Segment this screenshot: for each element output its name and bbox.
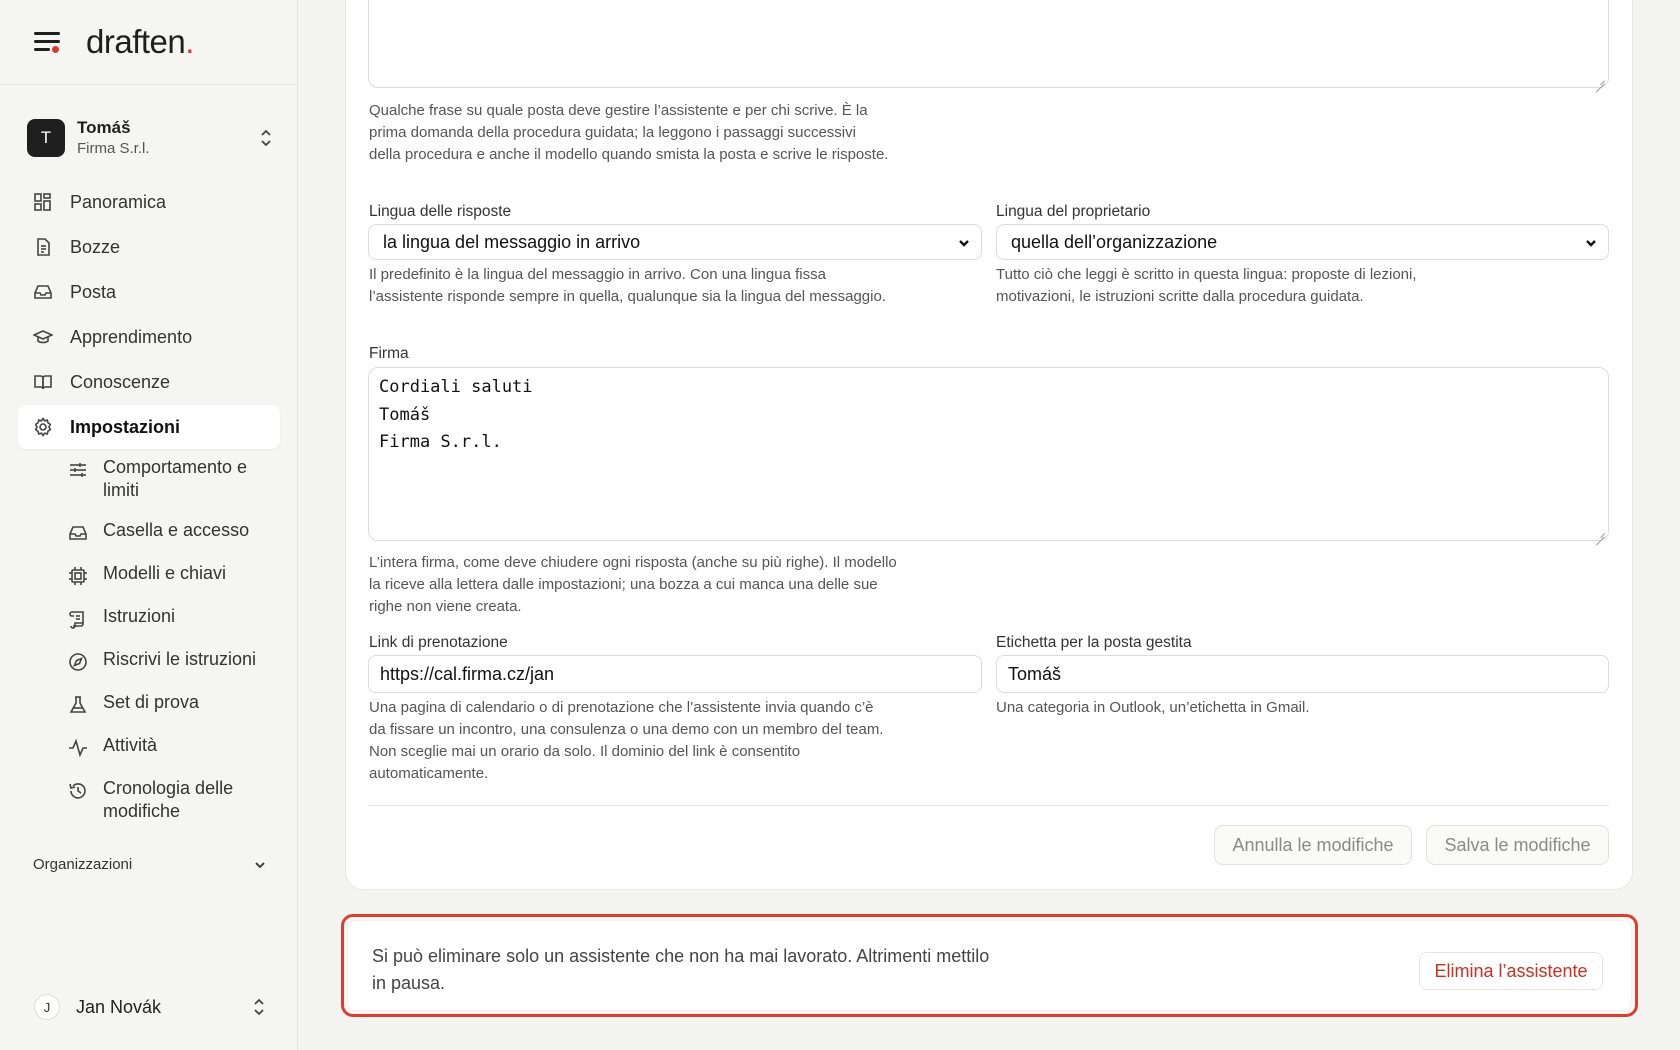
reply-language-value: la lingua del messaggio in arrivo (383, 231, 641, 252)
account-avatar: T (27, 119, 65, 157)
signature-line: Cordiali saluti (379, 377, 533, 397)
organizations-toggle[interactable] (33, 856, 267, 873)
reply-language-select[interactable] (368, 224, 982, 260)
handled-label-input[interactable] (996, 655, 1609, 693)
description-help: Qualche frase su quale posta deve gestire l’assistente e per chi scrive. È la prima domanda della procedura guidata; la leggono i passaggi successivi della procedura e anche il modello quando smista la posta e scrive le risposte. (369, 102, 889, 163)
nav-item-bozze[interactable] (18, 225, 280, 269)
sliders-icon (68, 460, 88, 480)
nav-item-posta[interactable] (18, 270, 280, 314)
main-nav (18, 180, 280, 450)
divider (368, 805, 1609, 806)
handled-label-help: Una categoria in Outlook, un’etichetta in Gmail. (996, 699, 1310, 716)
signature-label: Firma (369, 345, 409, 362)
description-textarea[interactable] (368, 0, 1609, 88)
subnav-item-label: Istruzioni (103, 606, 176, 626)
subnav-item-cronologia[interactable] (68, 777, 282, 833)
chevron-down-icon (957, 236, 971, 250)
danger-zone-text: Si può eliminare solo un assistente che non ha mai lavorato. Altrimenti mettilo in pausa. (372, 946, 990, 993)
brand-logo[interactable]: draften. (86, 23, 194, 60)
chevron-down-icon (1584, 236, 1598, 250)
danger-zone-panel (348, 921, 1631, 1010)
user-name: Jan Novák (76, 996, 162, 1017)
book-icon (33, 372, 53, 392)
subnav-item-label: Casella e accesso (103, 520, 250, 540)
nav-item-label: Impostazioni (70, 416, 181, 437)
subnav-item-label: Modelli e chiavi (103, 563, 227, 583)
account-name: Tomáš (77, 118, 131, 137)
user-avatar: J (34, 994, 60, 1020)
danger-zone (341, 914, 1638, 1017)
menu-icon[interactable] (34, 32, 60, 52)
subnav-item-modelli[interactable] (68, 562, 282, 605)
resize-grip[interactable] (1596, 528, 1605, 537)
resize-grip[interactable] (1596, 75, 1605, 84)
subnav-item-label: Attività (103, 735, 158, 755)
nav-item-impostazioni[interactable] (18, 405, 280, 449)
inbox-icon (68, 523, 88, 543)
chip-icon (68, 566, 88, 586)
nav-item-label: Conoscenze (70, 371, 171, 392)
signature-line: Tomáš (379, 404, 431, 425)
booking-link-input[interactable] (368, 655, 982, 693)
sidebar (0, 0, 298, 1050)
subnav-item-label: Riscrivi le istruzioni (103, 649, 257, 669)
history-icon (68, 781, 88, 801)
account-org: Firma S.r.l. (77, 140, 150, 157)
booking-link-help: Una pagina di calendario o di prenotazione che l’assistente invia quando c’è da fissare un incontro, una consulenza o una demo con un membro del team. Non sceglie mai un orario da solo. Il dominio del link è consentito automaticamente. (369, 699, 884, 782)
delete-assistant-button[interactable]: Elimina l’assistente (1419, 952, 1603, 990)
document-icon (33, 237, 53, 257)
nav-item-label: Posta (70, 281, 117, 302)
dashboard-icon (33, 192, 53, 212)
nav-item-apprendimento[interactable] (18, 315, 280, 359)
subnav-item-set-prova[interactable] (68, 691, 282, 734)
chevron-updown-icon (252, 997, 266, 1017)
subnav-item-label: Set di prova (103, 692, 200, 712)
graduation-cap-icon (33, 327, 53, 347)
handled-label-value: Tomáš (1008, 663, 1062, 684)
handled-label-label: Etichetta per la posta gestita (996, 634, 1192, 651)
signature-textarea[interactable] (368, 367, 1609, 541)
scroll-icon (68, 609, 88, 629)
activity-icon (68, 738, 88, 758)
gear-icon (33, 417, 53, 437)
compass-icon (68, 652, 88, 672)
inbox-icon (33, 282, 53, 302)
chevron-updown-icon (259, 128, 273, 148)
owner-language-help: Tutto ciò che leggi è scritto in questa lingua: proposte di lezioni, motivazioni, le istruzioni scritte dalla procedura guidata. (996, 266, 1417, 305)
chevron-down-icon (253, 858, 267, 872)
cancel-changes-button[interactable]: Annulla le modifiche (1214, 825, 1412, 865)
nav-item-label: Bozze (70, 236, 121, 257)
nav-item-conoscenze[interactable] (18, 360, 280, 404)
save-changes-button[interactable]: Salva le modifiche (1426, 825, 1609, 865)
account-switcher[interactable] (27, 113, 273, 163)
brand-bar (0, 0, 297, 85)
booking-link-label: Link di prenotazione (369, 634, 508, 651)
owner-language-label: Lingua del proprietario (996, 203, 1151, 220)
subnav-item-comportamento[interactable] (68, 456, 282, 519)
signature-help: L’intera firma, come deve chiudere ogni risposta (anche su più righe). Il modello la riceve alla lettera dalle impostazioni; una bozza a cui manca una delle sue righe non viene creata. (369, 554, 897, 615)
booking-link-value: https://cal.firma.cz/jan (380, 663, 555, 684)
flask-icon (68, 695, 88, 715)
owner-language-select[interactable] (996, 224, 1609, 260)
settings-subnav (68, 456, 282, 833)
nav-item-label: Apprendimento (70, 326, 193, 347)
organizations-label: Organizzazioni (33, 856, 133, 873)
subnav-item-casella[interactable] (68, 519, 282, 562)
nav-item-label: Panoramica (70, 191, 167, 212)
subnav-item-istruzioni[interactable] (68, 605, 282, 648)
reply-language-label: Lingua delle risposte (369, 203, 512, 220)
subnav-item-riscrivi[interactable] (68, 648, 282, 691)
signature-line: Firma S.r.l. (379, 432, 502, 452)
user-menu[interactable] (34, 994, 266, 1020)
reply-language-help: Il predefinito è la lingua del messaggio in arrivo. Con una lingua fissa l’assistente risponde sempre in quella, qualunque sia la lingua del messaggio. (369, 266, 886, 305)
subnav-item-attivita[interactable] (68, 734, 282, 777)
subnav-item-label: Comportamento e limiti (103, 457, 248, 500)
nav-item-panoramica[interactable] (18, 180, 280, 224)
subnav-item-label: Cronologia delle modifiche (103, 778, 234, 821)
owner-language-value: quella dell’organizzazione (1011, 231, 1218, 252)
